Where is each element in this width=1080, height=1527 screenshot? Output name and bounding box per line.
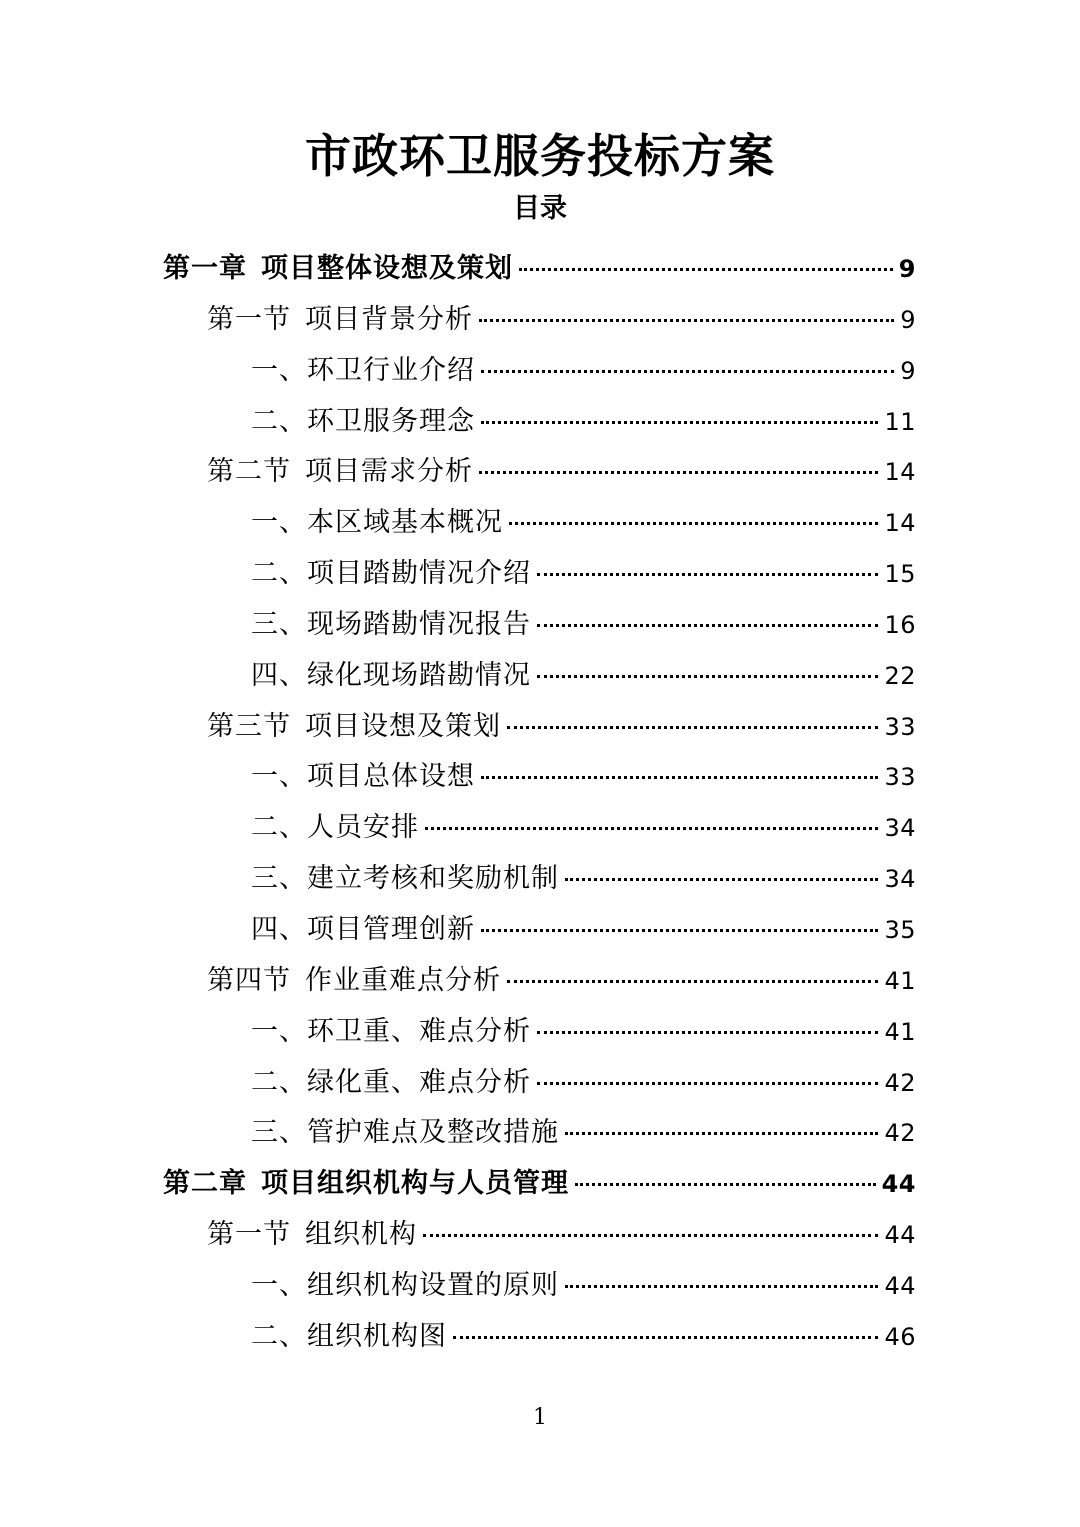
toc-entry-text: 二、环卫服务理念 [251, 405, 475, 437]
toc-entry-label [163, 1159, 569, 1210]
toc-entry-text: 项目需求分析 [305, 456, 473, 488]
toc-entry-label [207, 702, 501, 753]
toc-entry-label [251, 651, 531, 702]
toc-entry[interactable] [0, 854, 1080, 905]
toc-entry-label [207, 447, 473, 498]
toc-entry-text: 四、绿化现场踏勘情况 [251, 659, 531, 691]
toc-entry[interactable] [0, 1312, 1080, 1363]
toc-entry-text: 项目背景分析 [305, 303, 473, 335]
toc-entry-page: 14 [884, 509, 916, 538]
toc-entry[interactable] [0, 956, 1080, 1007]
toc-entry-page: 15 [884, 560, 916, 589]
toc-entry-text: 一、环卫行业介绍 [251, 354, 475, 386]
toc-entry-text: 组织机构 [305, 1219, 417, 1251]
toc-dot-leader [425, 827, 878, 830]
toc-entry[interactable] [0, 600, 1080, 651]
toc-entry[interactable] [0, 447, 1080, 498]
toc-entry-label [251, 346, 475, 397]
toc-entry[interactable] [0, 1058, 1080, 1109]
toc-dot-leader [507, 980, 878, 983]
toc-entry-label [251, 600, 531, 651]
toc-dot-leader [565, 1285, 878, 1288]
toc-dot-leader [537, 675, 878, 678]
toc-entry-prefix: 第二章 [163, 1168, 247, 1200]
toc-entry-text: 二、组织机构图 [251, 1320, 447, 1352]
toc-entry-text: 三、现场踏勘情况报告 [251, 608, 531, 640]
toc-entry-text: 一、本区域基本概况 [251, 507, 503, 539]
toc-entry-page: 44 [884, 1221, 916, 1250]
toc-dot-leader [519, 268, 893, 271]
toc-entry[interactable] [0, 1261, 1080, 1312]
toc-dot-leader [565, 1132, 878, 1135]
toc-dot-leader [479, 471, 878, 474]
toc-entry-page: 44 [881, 1170, 916, 1199]
toc-entry-label [251, 549, 531, 600]
toc-dot-leader [537, 1031, 878, 1034]
toc-dot-leader [481, 421, 878, 424]
toc-dot-leader [481, 929, 878, 932]
toc-entry-page: 16 [884, 610, 916, 639]
toc-dot-leader [507, 726, 878, 729]
toc-entry-label [251, 752, 475, 803]
toc-entry[interactable] [0, 905, 1080, 956]
toc-entry[interactable] [0, 1007, 1080, 1058]
toc-entry[interactable] [0, 498, 1080, 549]
document-title: 市政环卫服务投标方案 [305, 129, 775, 183]
toc-entry-prefix: 第一章 [163, 253, 247, 284]
toc-entry-text: 三、管护难点及整改措施 [251, 1117, 559, 1149]
toc-entry-page: 9 [900, 305, 916, 334]
toc-entry-label [251, 397, 475, 448]
toc-entry[interactable] [0, 1210, 1080, 1261]
toc-entry-label [251, 1261, 559, 1312]
toc-entry[interactable] [0, 244, 1080, 295]
toc-entry-text: 四、项目管理创新 [251, 913, 475, 945]
toc-entry-page: 42 [884, 1068, 916, 1097]
toc-entry-text: 项目设想及策划 [305, 710, 501, 742]
toc-dot-leader [481, 370, 894, 373]
toc-entry-page: 42 [884, 1119, 916, 1148]
toc-entry-prefix: 第二节 [207, 456, 291, 488]
toc-entry-label [251, 1058, 531, 1109]
toc-entry-text: 项目整体设想及策划 [261, 253, 513, 284]
toc-entry-label [207, 1210, 417, 1261]
toc-entry[interactable] [0, 803, 1080, 854]
toc-entry-text: 项目组织机构与人员管理 [261, 1168, 569, 1200]
toc-entry-label [251, 905, 475, 956]
toc-entry-label [251, 1108, 559, 1159]
toc-entry-page: 41 [884, 966, 916, 995]
toc-entry[interactable] [0, 752, 1080, 803]
toc-dot-leader [481, 776, 878, 779]
toc-dot-leader [565, 878, 878, 881]
toc-entry-prefix: 第一节 [207, 303, 291, 335]
toc-dot-leader [537, 624, 878, 627]
toc-entry-text: 二、项目踏勘情况介绍 [251, 558, 531, 590]
toc-entry-text: 作业重难点分析 [305, 964, 501, 996]
toc-dot-leader [537, 1082, 878, 1085]
toc-entry-text: 一、环卫重、难点分析 [251, 1015, 531, 1047]
toc-entry-label [207, 295, 473, 346]
toc-dot-leader [509, 522, 878, 525]
toc-entry-page: 9 [900, 356, 916, 385]
toc-entry-page: 34 [884, 814, 916, 843]
toc-dot-leader [537, 573, 878, 576]
toc-entry-page: 22 [884, 661, 916, 690]
toc-entry-label [207, 956, 501, 1007]
toc-entry-page: 41 [884, 1017, 916, 1046]
toc-entry-label [251, 803, 419, 854]
toc-entry-page: 9 [898, 255, 916, 283]
toc-entry-prefix: 第四节 [207, 964, 291, 996]
toc-entry-label [251, 1007, 531, 1058]
toc-entry-page: 34 [884, 865, 916, 894]
toc-entry-page: 44 [884, 1271, 916, 1300]
toc-entry-label [251, 498, 503, 549]
toc-dot-leader [575, 1183, 876, 1186]
toc-dot-leader [479, 319, 894, 322]
table-of-contents [0, 244, 1080, 1363]
toc-entry[interactable] [0, 295, 1080, 346]
toc-entry-page: 46 [884, 1322, 916, 1351]
toc-heading: 目录 [513, 193, 567, 224]
toc-entry-text: 二、绿化重、难点分析 [251, 1066, 531, 1098]
toc-entry[interactable] [0, 346, 1080, 397]
toc-entry-label [163, 244, 513, 295]
toc-entry-text: 一、项目总体设想 [251, 761, 475, 793]
toc-entry[interactable] [0, 397, 1080, 448]
toc-entry-text: 二、人员安排 [251, 812, 419, 844]
toc-entry-page: 33 [884, 763, 916, 792]
toc-entry-page: 33 [884, 712, 916, 741]
toc-dot-leader [453, 1336, 878, 1339]
toc-entry-page: 35 [884, 915, 916, 944]
toc-entry-page: 14 [884, 458, 916, 487]
toc-entry-label [251, 854, 559, 905]
toc-entry-text: 三、建立考核和奖励机制 [251, 863, 559, 895]
toc-entry[interactable] [0, 702, 1080, 753]
toc-entry-prefix: 第一节 [207, 1219, 291, 1251]
toc-entry[interactable] [0, 651, 1080, 702]
toc-entry-page: 11 [884, 407, 916, 436]
toc-entry-text: 一、组织机构设置的原则 [251, 1269, 559, 1301]
toc-entry[interactable] [0, 1159, 1080, 1210]
toc-entry-label [251, 1312, 447, 1363]
toc-entry[interactable] [0, 1108, 1080, 1159]
page-number: 1 [533, 1405, 547, 1430]
toc-entry-prefix: 第三节 [207, 710, 291, 742]
toc-dot-leader [423, 1234, 878, 1237]
toc-entry[interactable] [0, 549, 1080, 600]
